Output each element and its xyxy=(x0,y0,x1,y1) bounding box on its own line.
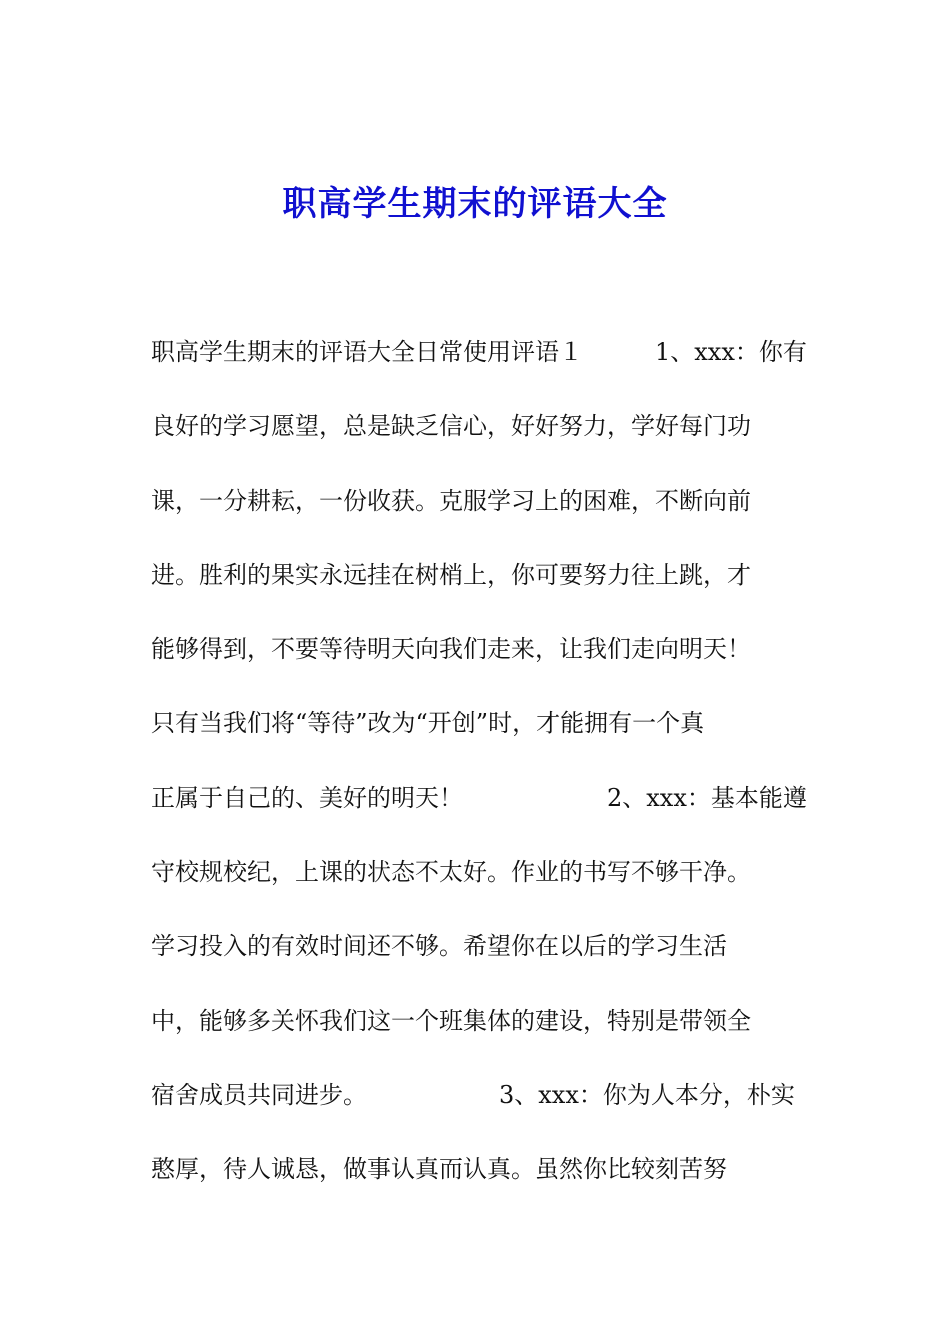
body-line: 正属于自己的、美好的明天！ 2、xxx：基本能遵 xyxy=(151,783,807,812)
document-body xyxy=(151,324,831,1216)
body-line: 守校规校纪，上课的状态不太好。作业的书写不够干净。 xyxy=(151,858,751,887)
document-title: 职高学生期末的评语大全 xyxy=(282,184,668,224)
body-line: 进。胜利的果实永远挂在树梢上，你可要努力往上跳，才 xyxy=(151,560,751,589)
body-line: 职高学生期末的评语大全日常使用评语１ 1、xxx：你有 xyxy=(151,338,807,366)
body-line: 中，能够多关怀我们这一个班集体的建设，特别是带领全 xyxy=(151,1006,751,1035)
body-line: 良好的学习愿望，总是缺乏信心，好好努力，学好每门功 xyxy=(151,412,751,441)
body-line: 能够得到，不要等待明天向我们走来，让我们走向明天！ xyxy=(151,635,751,664)
body-line: 宿舍成员共同进步。 3、xxx：你为人本分，朴实 xyxy=(151,1080,795,1109)
body-line: 憨厚，待人诚恳，做事认真而认真。虽然你比较刻苦努 xyxy=(151,1155,727,1184)
body-line: 课，一分耕耘，一份收获。克服学习上的困难，不断向前 xyxy=(151,486,751,515)
body-line: 学习投入的有效时间还不够。希望你在以后的学习生活 xyxy=(151,932,727,961)
body-line: 只有当我们将“等待”改为“开创”时，才能拥有一个真 xyxy=(151,709,705,738)
